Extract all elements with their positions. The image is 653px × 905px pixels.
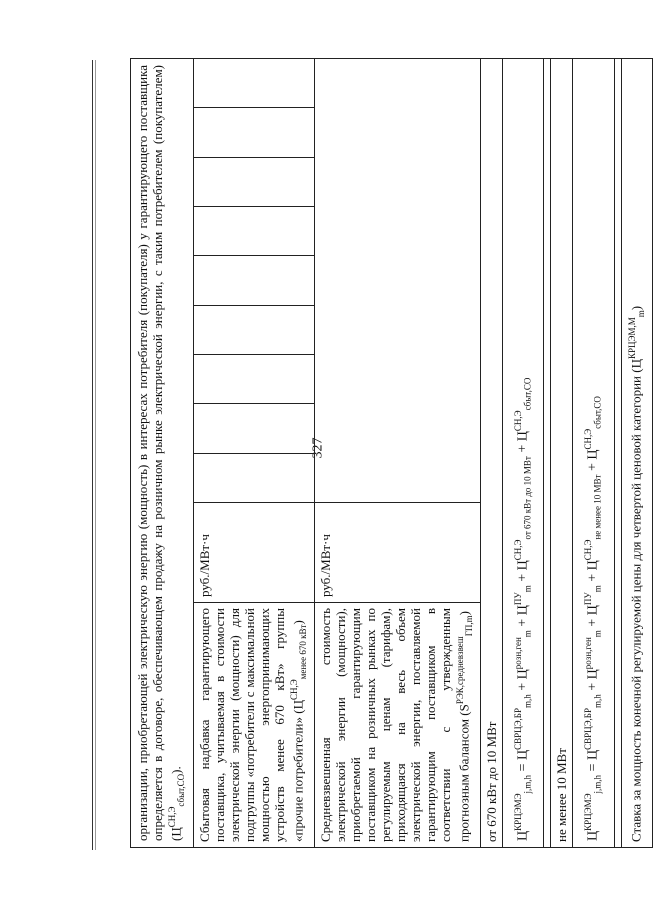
section-heading-row xyxy=(551,59,573,848)
value-cell xyxy=(193,157,314,206)
tariff-table xyxy=(130,58,653,848)
row-description: Средневзвешенная стоимость электрической энергии (мощности), приобретаемой гарантирующим поставщиком на розничных рынках по регулируемым ценам (тарифам), приходящаяся на весь объем электрической энергии, поставляемой гарантирующим поставщиком в соответствии с утвержденным прогнозным балансом $(S^{РЭК,средневзвеш}_{ГП,m})$ xyxy=(314,603,480,848)
page-number: 327 xyxy=(310,437,326,459)
value-cell xyxy=(193,59,314,108)
section-heading: от 670 кВт до 10 МВт xyxy=(480,59,502,848)
rotated-document xyxy=(130,58,646,848)
footer-row xyxy=(621,59,652,848)
formula-row xyxy=(573,59,614,848)
row-description: Сбытовая надбавка гарантирующего поставщика, учитываемая в стоимости электрической энергии (мощности) для подгруппы «потребители с максимальной мощностью энергопринимающих устройств менее 670 кВт» группы «прочие потребители» $(Ц^{СН,Э}_{менее 670 кВт})$ xyxy=(193,603,314,848)
intro-text: организации, приобретающей электрическую энергию (мощность) в интересах потребителя (покупателя) у гарантирующего поставщика определяется в договоре, обеспечивающем продажу на розничном рынке электрической энергии, с таким потребителем (покупателем) $(Ц^{СН,Э}_{сбыт,СО})$. xyxy=(131,59,194,848)
footer-text: Ставка за мощность конечной регулируемой цены для четвертой ценовой категории $(Ц^{КРЦЭМ,М}_m)$ xyxy=(621,59,652,848)
value-cell xyxy=(314,59,480,503)
spacer-cell xyxy=(614,59,621,848)
formula-row xyxy=(502,59,543,848)
spacer-row xyxy=(544,59,551,848)
value-cell xyxy=(193,108,314,157)
section-heading: не менее 10 МВт xyxy=(551,59,573,848)
table-row xyxy=(193,59,314,848)
table-row xyxy=(314,59,480,848)
value-cell xyxy=(193,305,314,354)
spacer-cell xyxy=(544,59,551,848)
formula: $Ц^{КРЦЭМЭ}_{j,m,h} = Ц^{СВРЦЭ,БР}_{m,h} + Ц^{розн,ген}_m + Ц^{ПУ}_m + Ц^{СН,Э}_{не менее 10 МВт} + Ц^{СН,Э}_{сбыт,СО}$ xyxy=(573,59,614,848)
value-cell xyxy=(193,207,314,256)
left-margin-rule xyxy=(92,60,96,850)
formula: $Ц^{КРЦЭМЭ}_{j,m,h} = Ц^{СВРЦЭ,БР}_{m,h} + Ц^{розн,ген}_m + Ц^{ПУ}_m + Ц^{СН,Э}_{от 670 кВт до 10 МВт} + Ц^{СН,Э}_{сбыт,СО}$ xyxy=(502,59,543,848)
value-cell xyxy=(193,453,314,502)
row-unit: руб./МВт·ч xyxy=(193,503,314,603)
intro-row xyxy=(131,59,194,848)
value-cell xyxy=(193,355,314,404)
spacer-row xyxy=(614,59,621,848)
value-cell xyxy=(193,404,314,453)
section-heading-row xyxy=(480,59,502,848)
row-unit: руб./МВт·ч xyxy=(314,503,480,603)
value-cell xyxy=(193,256,314,305)
